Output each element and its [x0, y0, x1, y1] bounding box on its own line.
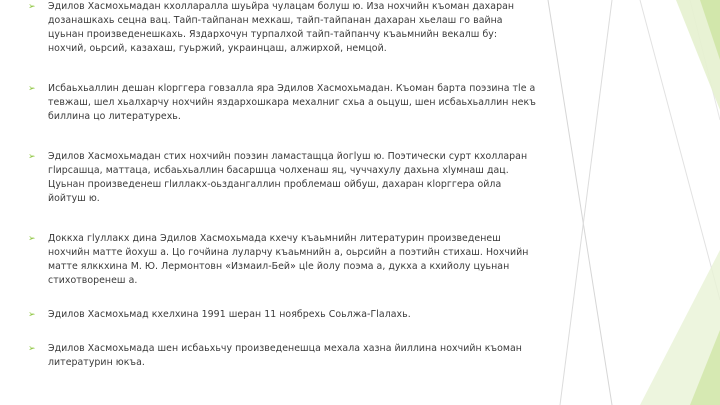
- deco-accent-shape: [640, 250, 720, 405]
- bullet-icon: ➢: [28, 234, 36, 244]
- paragraph-text: Эдилов Хасмохьмадан кхолларалла шуьйра чулацам болуш ю. Иза нохчийн къоман дахаран дозанашкахь сецна вац. Тайп-тайпанан мехкаш, тайп-тайпанан дахаран хьелаш го вайна цуьнан произведенешкахь. Яздархочун турпалхой тайп-тайпанчу къаьмнийн векалш бу: нохчий, оьрсий, казахаш, гуьржий, украинцаш, алжирхой, немцой.: [48, 1, 515, 54]
- bullet-icon: ➢: [28, 84, 36, 94]
- paragraph-text: Исбаьхьаллин дешан кlорггера говзалла яра Эдилов Хасмохьмадан. Къоман барта поэзина тlе а тевжаш, шел хьалхарчу нохчийн яздархошкара мехалниг схьа а оьцуш, шен исбаьхьаллин некъ биллина цо литературехь.: [48, 83, 536, 122]
- paragraph: [28, 232, 538, 288]
- bullet-icon: ➢: [28, 344, 36, 354]
- deco-line: [640, 0, 720, 300]
- deco-line: [690, 0, 720, 120]
- text-body: [28, 0, 538, 370]
- deco-accent-shape: [700, 0, 720, 60]
- bullet-icon: ➢: [28, 2, 36, 12]
- deco-line: [560, 0, 612, 405]
- bullet-icon: ➢: [28, 152, 36, 162]
- deco-line: [548, 0, 612, 405]
- paragraph-text: Эдилов Хасмохьмад кхелхина 1991 шеран 11 ноябрехь Соьлжа-Гlалахь.: [48, 309, 411, 320]
- paragraph-text: Эдилов Хасмохьмадан стих нохчийн поэзин ламастащца йогlуш ю. Поэтически сурт кхолларан гlирсашца, маттаца, исбаьхьаллин басаршца чолхенаш яц, чуччахулу дахьна хlумнаш дац. Цуьнан произведенеш гlиллакх-оьздангаллин проблемаш ойбуш, дахаран кlорггера ойла йойтуш ю.: [48, 151, 528, 204]
- paragraph: [28, 308, 538, 322]
- paragraph-text: Доккха гlуллакх дина Эдилов Хасмохьмада кхечу къаьмнийн литературин произведенеш нохчийн матте йохуш а. Цо гочйина луларчу къаьмнийн а, оьрсийн а поэтийн стихаш. Нохчийн матте ялккхина М. Ю. Лермонтовн «Измаил-Бей» цlе йолу поэма а, дукха а кхийолу цуьнан стихотворенеш а.: [48, 233, 529, 286]
- paragraph: [28, 0, 538, 56]
- paragraph: [28, 150, 538, 206]
- paragraph-text: Эдилов Хасмохьмада шен исбаьхьчу произведенешца мехала хазна йиллина нохчийн къоман литературин юкъа.: [48, 343, 522, 368]
- paragraph: [28, 342, 538, 370]
- paragraph: [28, 82, 538, 124]
- deco-accent-shape: [690, 330, 720, 405]
- deco-accent-shape: [676, 0, 720, 110]
- bullet-icon: ➢: [28, 310, 36, 320]
